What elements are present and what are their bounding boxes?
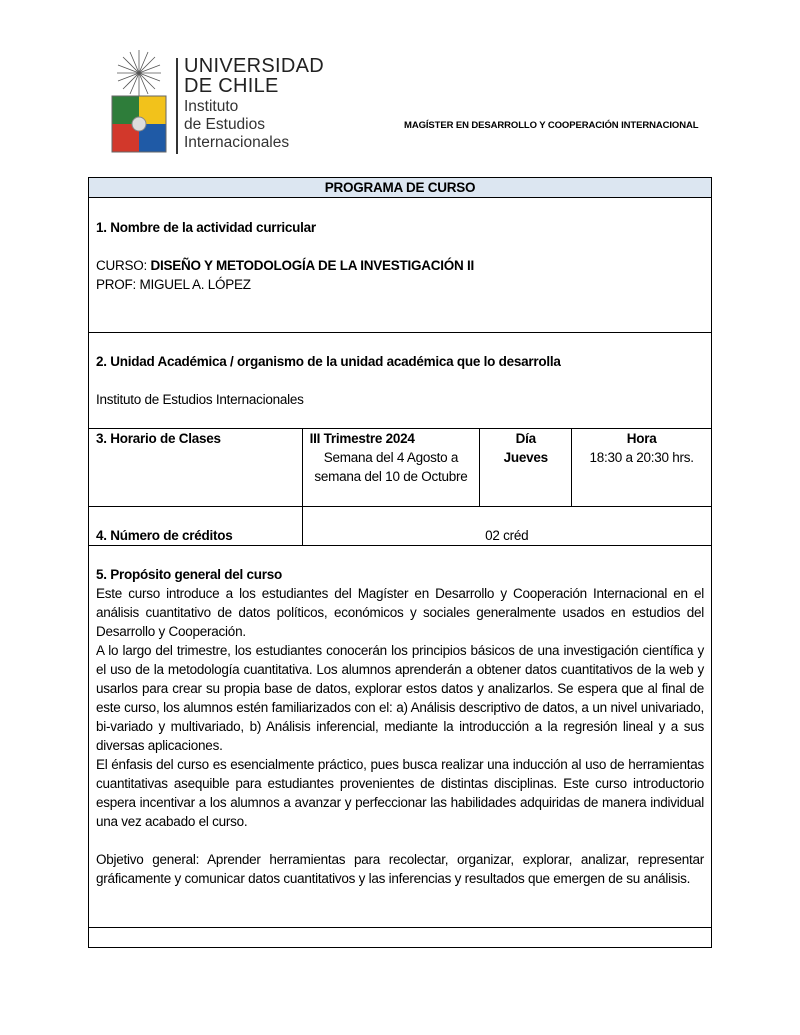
term: III Trimestre 2024: [309, 431, 415, 446]
empty-row: [89, 928, 712, 948]
university-name: [184, 56, 324, 96]
section-2: [89, 333, 712, 429]
purpose-paragraph: A lo largo del trimestre, los estudiantes conocerán los principios básicos de una investigación científica y el uso de la metodología cuantitativa. Los alumnos aprenderán a obtener datos cuantitativos de la web y usarlos para crear su propia base de datos, explorar estos datos y analizarlos. Se espera que al final de este curso, los alumnos estén familiarizados con el: a) Análisis descriptivo de datos, a un nivel univariado, bi-variado y multivariado, b) Análisis inferencial, mediante la introducción a la regresión lineal y a sus diversas aplicaciones.: [96, 643, 704, 753]
day-label: Día: [515, 431, 536, 446]
university-crest-icon: [110, 48, 168, 154]
university-name-line: UNIVERSIDAD: [184, 55, 324, 77]
institute-name-line: de Estudios: [184, 116, 265, 133]
university-logo: [110, 48, 325, 156]
term-dates: Semana del 4 Agosto a semana del 10 de Octubre: [314, 450, 468, 484]
program-name: MAGÍSTER EN DESARROLLO Y COOPERACIÓN INTERNACIONAL: [404, 120, 699, 131]
institute-name-line: Internacionales: [184, 134, 290, 151]
course-name: DISEÑO Y METODOLOGÍA DE LA INVESTIGACIÓN II: [150, 258, 475, 273]
hour-label: Hora: [626, 431, 657, 446]
credits: 02 créd: [302, 507, 711, 546]
course-program-table: [88, 177, 712, 948]
section-1: [89, 198, 712, 333]
academic-unit: Instituto de Estudios Internacionales: [96, 392, 304, 407]
day: Jueves: [503, 450, 548, 465]
purpose-paragraph: Este curso introduce a los estudiantes del Magíster en Desarrollo y Cooperación Internacional en el análisis cuantitativo de datos políticos, económicos y sociales generalmente usados en estudios del Desarrollo y Cooperación.: [96, 586, 704, 639]
section-3-heading-cell: [89, 429, 303, 507]
section-5: [89, 546, 712, 928]
section-2-heading: 2. Unidad Académica / organismo de la unidad académica que lo desarrolla: [96, 354, 561, 369]
hour-cell: [572, 429, 712, 507]
section-5-heading: 5. Propósito general del curso: [96, 567, 283, 582]
general-objective: Objetivo general: Aprender herramientas para recolectar, organizar, explorar, analizar, representar gráficamente y comunicar datos cuantitativos y las inferencias y resultados que emergen de su análisis.: [96, 852, 704, 886]
purpose-paragraph: El énfasis del curso es esencialmente práctico, pues busca realizar una inducción al uso de herramientas cuantitativas asequible para estudiantes provenientes de distintas disciplinas. Este curso introductorio espera incentivar a los alumnos a avanzar y perfeccionar las habilidades adquiridas de manera individual una vez acabado el curso.: [96, 757, 704, 829]
section-4-heading-cell: [89, 507, 303, 546]
table-title: PROGRAMA DE CURSO: [89, 178, 712, 198]
hour: 18:30 a 20:30 hrs.: [589, 450, 694, 465]
professor: PROF: MIGUEL A. LÓPEZ: [96, 277, 251, 292]
logo-divider: [176, 58, 178, 154]
section-1-heading: 1. Nombre de la actividad curricular: [96, 220, 316, 235]
university-name-line: DE CHILE: [184, 75, 279, 97]
course-label: CURSO:: [96, 258, 151, 273]
institute-name-line: Instituto: [184, 98, 239, 115]
term-cell: [302, 429, 480, 507]
institute-name: [184, 98, 289, 152]
section-3-heading: 3. Horario de Clases: [96, 431, 221, 446]
section-4-heading: 4. Número de créditos: [96, 528, 233, 543]
day-cell: [480, 429, 572, 507]
